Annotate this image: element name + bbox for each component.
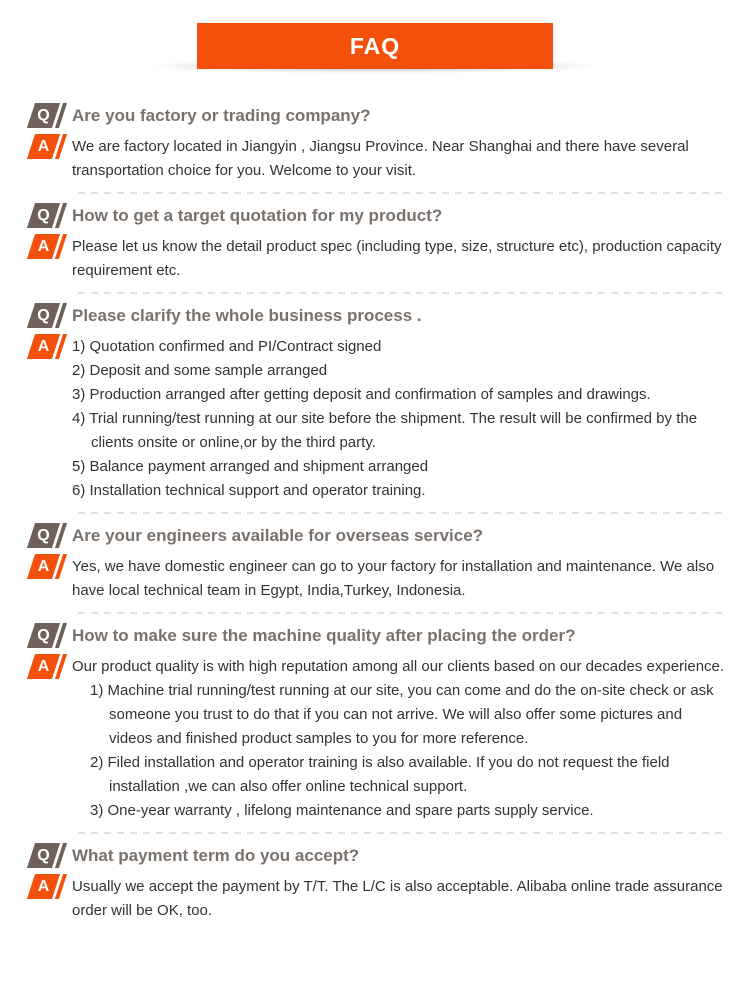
question-badge <box>28 203 64 228</box>
answer-list-item: 2) Filed installation and operator training is also available. If you do not request the field installation ,we can also offer online technical support. <box>90 754 670 795</box>
answer-row <box>28 134 728 183</box>
q-badge-letter: Q <box>37 846 50 864</box>
faq-item <box>28 843 728 923</box>
answer-body <box>72 554 728 603</box>
answer-row <box>28 554 728 603</box>
answer-paragraph: Usually we accept the payment by T/T. The L/C is also acceptable. Alibaba online trade assurance order will be OK, too. <box>72 878 723 919</box>
answer-row <box>28 334 728 503</box>
question-text: Please clarify the whole business process . <box>72 306 422 325</box>
question-row <box>28 843 728 868</box>
a-badge-letter: A <box>37 337 50 355</box>
answer-badge <box>28 654 64 679</box>
faq-banner-title: FAQ <box>197 23 553 69</box>
question-badge <box>28 843 64 868</box>
answer-paragraph: Our product quality is with high reputation among all our clients based on our decades experience. <box>72 658 725 675</box>
section-divider <box>78 832 728 834</box>
question-text: What payment term do you accept? <box>72 846 360 865</box>
answer-list-item: 2) Deposit and some sample arranged <box>72 362 328 379</box>
answer-paragraph: We are factory located in Jiangyin , Jiangsu Province. Near Shanghai and there have several transportation choice for you. Welcome to your visit. <box>72 138 689 179</box>
question-row <box>28 303 728 328</box>
answer-row <box>28 654 728 823</box>
answer-body <box>72 234 728 283</box>
answer-row <box>28 234 728 283</box>
section-divider <box>78 192 728 194</box>
q-badge-letter: Q <box>37 206 50 224</box>
section-divider <box>78 512 728 514</box>
section-divider <box>78 612 728 614</box>
a-badge-letter: A <box>37 237 50 255</box>
answer-list-item: 3) Production arranged after getting deposit and confirmation of samples and drawings. <box>72 386 651 403</box>
answer-paragraph: Yes, we have domestic engineer can go to your factory for installation and maintenance. We also have local technical team in Egypt, India,Turkey, Indonesia. <box>72 558 715 599</box>
answer-body <box>72 654 728 823</box>
answer-body <box>72 134 728 183</box>
q-badge-letter: Q <box>37 306 50 324</box>
answer-badge <box>28 554 64 579</box>
a-badge-letter: A <box>37 557 50 575</box>
faq-item <box>28 623 728 823</box>
question-badge <box>28 103 64 128</box>
question-badge <box>28 303 64 328</box>
question-text: How to make sure the machine quality after placing the order? <box>72 626 576 645</box>
answer-list-item: 3) One-year warranty , lifelong maintenance and spare parts supply service. <box>90 802 594 819</box>
answer-badge <box>28 234 64 259</box>
question-text: Are you factory or trading company? <box>72 106 371 125</box>
answer-list-item: 5) Balance payment arranged and shipment arranged <box>72 458 429 475</box>
answer-row <box>28 874 728 923</box>
a-badge-letter: A <box>37 877 50 895</box>
question-row <box>28 203 728 228</box>
answer-badge <box>28 134 64 159</box>
answer-list-item: 1) Quotation confirmed and PI/Contract signed <box>72 338 382 355</box>
faq-item <box>28 103 728 183</box>
faq-page <box>0 23 750 923</box>
answer-badge <box>28 334 64 359</box>
answer-body <box>72 874 728 923</box>
question-row <box>28 523 728 548</box>
answer-list-item: 6) Installation technical support and operator training. <box>72 482 426 499</box>
answer-paragraph: Please let us know the detail product spec (including type, size, structure etc), production capacity requirement etc. <box>72 238 722 279</box>
faq-item <box>28 203 728 283</box>
answer-body <box>72 334 728 503</box>
question-row <box>28 623 728 648</box>
question-badge <box>28 623 64 648</box>
faq-item <box>28 303 728 503</box>
question-badge <box>28 523 64 548</box>
a-badge-letter: A <box>37 137 50 155</box>
q-badge-letter: Q <box>37 526 50 544</box>
answer-list-item: 4) Trial running/test running at our site before the shipment. The result will be confirmed by the clients onsite or online,or by the third party. <box>72 410 698 451</box>
faq-item <box>28 523 728 603</box>
q-badge-letter: Q <box>37 106 50 124</box>
question-text: How to get a target quotation for my product? <box>72 206 443 225</box>
faq-banner <box>197 23 553 69</box>
answer-list-item: 1) Machine trial running/test running at our site, you can come and do the on-site check or ask someone you trust to do that if you can not arrive. We will also offer some pictures and videos and finished product samples to you for more reference. <box>90 682 714 747</box>
faq-list <box>0 103 750 923</box>
section-divider <box>78 292 728 294</box>
question-row <box>28 103 728 128</box>
answer-badge <box>28 874 64 899</box>
a-badge-letter: A <box>37 657 50 675</box>
question-text: Are your engineers available for overseas service? <box>72 526 484 545</box>
q-badge-letter: Q <box>37 626 50 644</box>
